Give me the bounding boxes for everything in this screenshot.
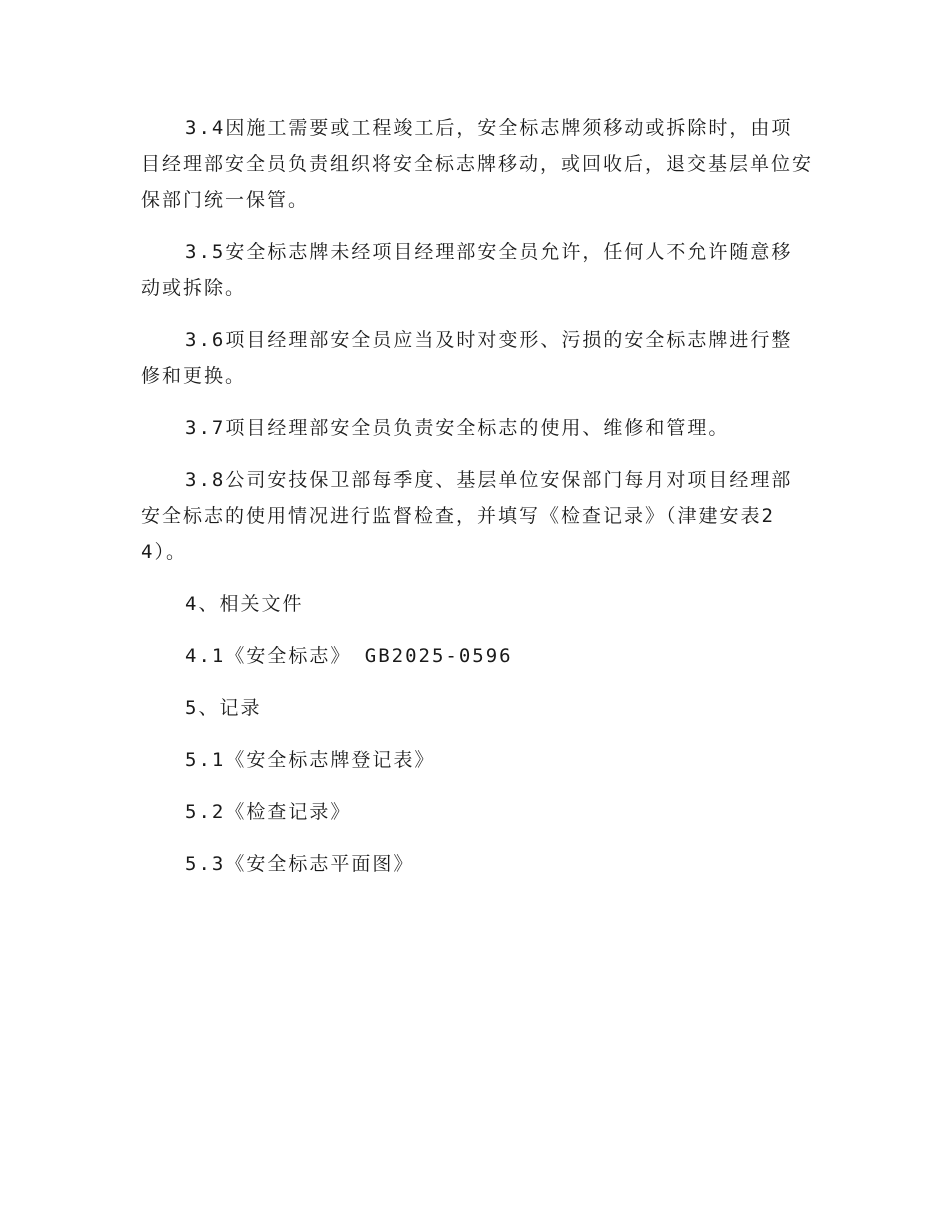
paragraph-3-8: 3.8公司安技保卫部每季度、基层单位安保部门每月对项目经理部安全标志的使用情况进行监督检查，并填写《检查记录》（津建安表24）。	[141, 469, 793, 563]
paragraph-5-3: 5.3《安全标志平面图》	[185, 853, 415, 875]
paragraph-3-4: 3.4因施工需要或工程竣工后，安全标志牌须移动或拆除时，由项目经理部安全员负责组织将安全标志牌移动，或回收后，退交基层单位安保部门统一保管。	[141, 117, 814, 211]
document-body	[141, 110, 813, 898]
paragraph-5-1: 5.1《安全标志牌登记表》	[185, 749, 436, 771]
paragraph-3-7: 3.7项目经理部安全员负责安全标志的使用、维修和管理。	[185, 417, 730, 439]
paragraph-5-2: 5.2《检查记录》	[185, 801, 352, 823]
paragraph-4-1: 4.1《安全标志》 GB2025-0596	[185, 645, 513, 667]
section-heading-related-documents: 4、相关文件	[185, 593, 304, 615]
paragraph-3-6: 3.6项目经理部安全员应当及时对变形、污损的安全标志牌进行整修和更换。	[141, 329, 793, 387]
paragraph-3-5: 3.5安全标志牌未经项目经理部安全员允许，任何人不允许随意移动或拆除。	[141, 241, 793, 299]
section-heading-records: 5、记录	[185, 697, 262, 719]
